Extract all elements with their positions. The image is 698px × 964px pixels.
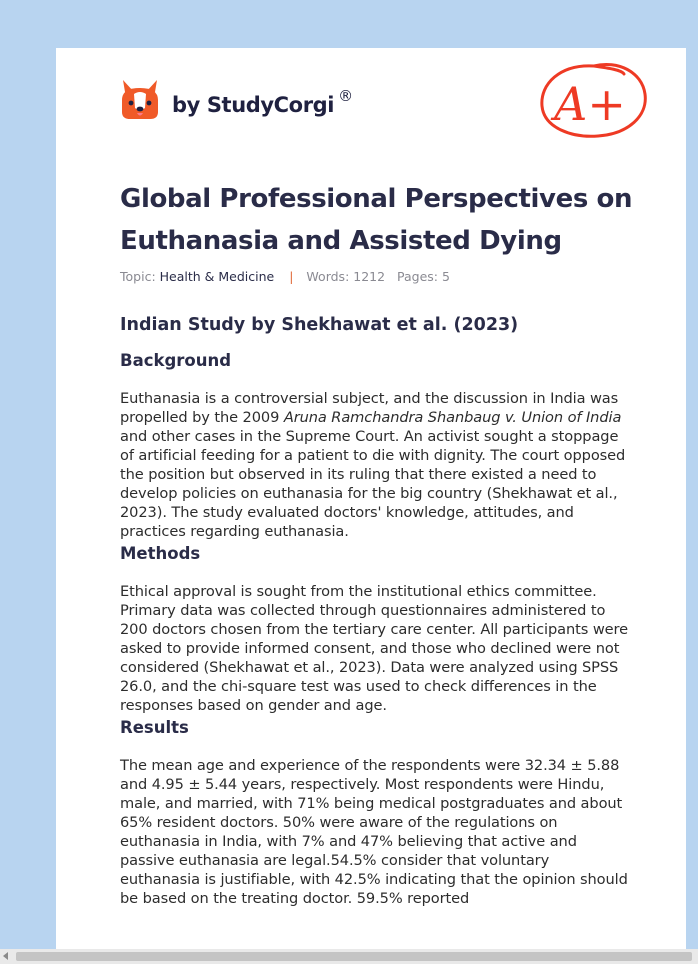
topic-label: Topic: — [120, 269, 156, 284]
corgi-icon — [120, 76, 160, 122]
brand-name: by StudyCorgi ® — [172, 87, 353, 117]
methods-paragraph: Ethical approval is sought from the institutional ethics committee. Primary data was collected through questionnaires administered to 200 doctors chosen from the tertiary care center. All participants were asked to provide informed consent, and those who declined were not considered (Shekhawat et al., 2023). Data were analyzed using SPSS 26.0, and the chi-square test was used to check differences in the responses based on gender and age. — [120, 583, 628, 714]
meta-separator: | — [289, 269, 294, 284]
background-paragraph: Euthanasia is a controversial subject, and the discussion in India was propelled by the 2009 Aruna Ramchandra Shanbaug v. Union of India and other cases in the Supreme Court. An activist sought a stoppage of artificial feeding for a patient to die with dignity. The court opposed the position but observed in its ruling that there existed a need to develop policies on euthanasia for the big country (Shekhawat et al., 2023). The study evaluated doctors' knowledge, attitudes, and practices regarding euthanasia. — [120, 390, 626, 540]
studycorgi-logo[interactable] — [120, 76, 353, 122]
words-value: 1212 — [353, 269, 386, 284]
case-name: Aruna Ramchandra Shanbaug v. Union of India — [283, 409, 622, 426]
meta-row — [120, 269, 450, 284]
results-paragraph: The mean age and experience of the respondents were 32.34 ± 5.88 and 4.95 ± 5.44 years, respectively. Most respondents were Hindu, male, and married, with 71% being medical postgraduates and about 65% resident doctors. 50% were aware of the regulations on euthanasia in India, with 7% and 47% believing that active and passive euthanasia are legal.54.5% consider that voluntary euthanasia is justifiable, with 42.5% indicating that the opinion should be based on the treating doctor. 59.5% reported — [120, 757, 628, 907]
topic-link[interactable]: Health & Medicine — [159, 269, 275, 284]
registered-mark: ® — [338, 87, 353, 105]
methods-heading: Methods — [120, 544, 201, 563]
words-label: Words: — [306, 269, 350, 284]
grade-text: A+ — [554, 77, 626, 131]
grade-a-plus-badge — [538, 58, 650, 142]
scroll-left-icon[interactable] — [3, 952, 8, 960]
results-heading: Results — [120, 718, 189, 737]
pages-label: Pages: — [397, 269, 438, 284]
horizontal-scrollbar[interactable] — [0, 949, 698, 964]
study-heading: Indian Study by Shekhawat et al. (2023) — [120, 315, 519, 335]
scrollbar-thumb[interactable] — [16, 952, 692, 961]
pages-value: 5 — [441, 269, 450, 284]
document-page — [56, 48, 686, 964]
essay-body — [120, 310, 632, 908]
background-heading: Background — [120, 351, 232, 370]
page-title: Global Professional Perspectives on Euthanasia and Assisted Dying — [120, 184, 633, 256]
